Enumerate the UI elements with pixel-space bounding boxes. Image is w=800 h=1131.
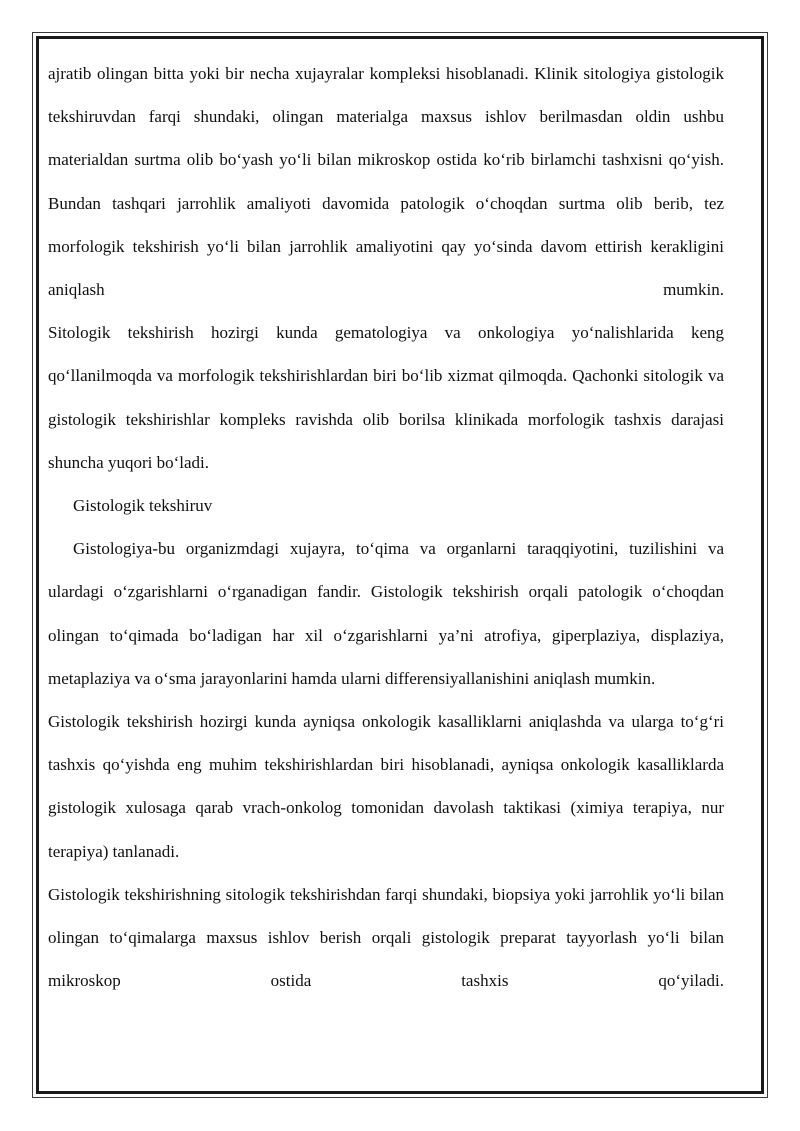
paragraph-histology-oncology: Gistologik tekshirish hozirgi kunda ayniqsa onkologik kasalliklarni aniqlashda va ularga to‘g‘ri tashxis qo‘yishda eng muhim tekshirishlardan biri hisoblanadi, ayniqsa onkologik kasalliklarda gistologik xulosaga qarab vrach-onkolog tomonidan davolash taktikasi (ximiya terapiya, nur terapiya) tanlanadi.	[48, 712, 724, 861]
paragraph-cytology-intro-b: Sitologik tekshirish hozirgi kunda gematologiya va onkologiya yo‘nalishlarida keng qo‘llanilmoqda va morfologik tekshirishlardan biri bo‘lib xizmat qilmoqda. Qachonki sitologik va gistologik tekshirishlar kompleks ravishda olib borilsa klinikada morfologik tashxis darajasi shuncha yuqori bo‘ladi.	[48, 323, 724, 472]
paragraph-histology-definition: Gistologiya-bu organizmdagi xujayra, to‘qima va organlarni taraqqiyotini, tuzilishini va ulardagi o‘zgarishlarni o‘rganadigan fandir. Gistologik tekshirish orqali patologik o‘choqdan olingan to‘qimada bo‘ladigan har xil o‘zgarishlarni ya’ni atrofiya, giperplaziya, displaziya, metaplaziya va o‘sma jarayonlarini hamda ularni differensiyallanishini aniqlash mumkin.	[48, 539, 724, 688]
document-body	[48, 52, 724, 1002]
paragraph-cytology-intro-a: ajratib olingan bitta yoki bir necha xujayralar kompleksi hisoblanadi. Klinik sitologiya gistologik tekshiruvdan farqi shundaki, olingan materialga maxsus ishlov berilmasdan oldin ushbu materialdan surtma olib bo‘yash yo‘li bilan mikroskop ostida ko‘rib birlamchi tashxisni qo‘yish. Bundan tashqari jarrohlik amaliyoti davomida patologik o‘choqdan surtma olib berib, tez morfologik tekshirish yo‘li bilan jarrohlik amaliyotini qay yo‘sinda davom ettirish kerakligini aniqlash mumkin.	[48, 64, 724, 300]
section-heading: Gistologik tekshiruv	[73, 496, 213, 516]
paragraph-histology-vs-cytology: Gistologik tekshirishning sitologik tekshirishdan farqi shundaki, biopsiya yoki jarrohlik yo‘li bilan olingan to‘qimalarga maxsus ishlov berish orqali gistologik preparat tayyorlash yo‘li bilan mikroskop ostida tashxis qo‘yiladi.	[48, 884, 724, 991]
